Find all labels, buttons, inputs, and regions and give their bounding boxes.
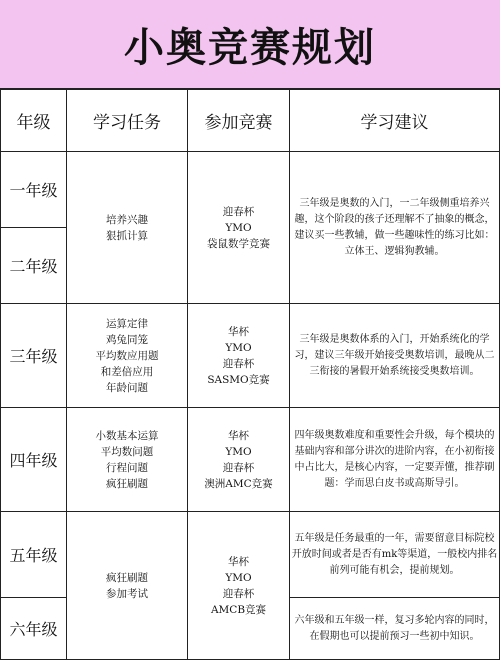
cell-line: 平均数问题 [100,445,154,458]
header-grade: 年级 [1,89,67,152]
cell-line: SASMO竞赛 [207,373,270,386]
grade-4: 四年级 [1,408,67,512]
cell-line: 华杯 [228,555,249,568]
header-competition: 参加竞赛 [188,89,290,152]
grade-6: 六年级 [1,598,67,660]
advice-cell-g12: 三年级是奥数的入门，一二年级侧重培养兴趣，这个阶段的孩子还理解不了抽象的概念，建议买一些教辅，做一些趣味性的练习比如：立体王、逻辑狗教辅。 [290,152,500,304]
task-cell-g56 [67,512,188,660]
table-row [1,304,500,408]
grade-1: 一年级 [1,152,67,228]
cell-line: 迎春杯 [222,587,255,600]
cell-line: 华杯 [228,325,249,338]
cell-line: 平均数应用题 [95,349,159,362]
table-row [1,408,500,512]
header-advice: 学习建议 [290,89,500,152]
cell-line: YMO [225,221,252,234]
plan-table [0,88,500,660]
cell-line: 和差倍应用 [100,365,154,378]
cell-line: 鸡兔同笼 [106,333,148,346]
header-row [1,89,500,152]
cell-line: 运算定律 [106,317,148,330]
cell-line: 华杯 [228,429,249,442]
cell-line: 袋鼠数学竞赛 [207,237,270,250]
task-cell-g3 [67,304,188,408]
table-row [1,152,500,228]
header-task: 学习任务 [67,89,188,152]
cell-line: 年龄问题 [106,381,148,394]
cell-line: 参加考试 [106,587,148,600]
cell-line: AMCB竞赛 [210,603,267,616]
cell-line: 疯狂刷题 [106,477,148,490]
cell-line: YMO [225,341,252,354]
cell-line: YMO [225,571,252,584]
table-row [1,512,500,598]
cell-line: 行程问题 [106,461,148,474]
cell-line: 迎春杯 [222,357,255,370]
cell-line: 疯狂刷题 [106,571,148,584]
grade-3: 三年级 [1,304,67,408]
competition-cell-g56 [188,512,290,660]
advice-cell-g3: 三年级是奥数体系的入门，开始系统化的学习，建议三年级开始接受奥数培训，最晚从二三衔接的暑假开始系统接受奥数培训。 [290,304,500,408]
cell-line: 迎春杯 [222,205,255,218]
cell-line: 狠抓计算 [106,229,148,242]
grade-5: 五年级 [1,512,67,598]
competition-cell-g3 [188,304,290,408]
competition-cell-g4 [188,408,290,512]
advice-cell-g6: 六年级和五年级一样，复习多轮内容的同时，在假期也可以提前预习一些初中知识。 [290,598,500,660]
cell-line: 小数基本运算 [95,429,159,442]
task-cell-g12 [67,152,188,304]
grade-2: 二年级 [1,228,67,304]
title-banner [0,0,500,90]
cell-line: 澳洲AMC竞赛 [204,477,273,490]
competition-cell-g12 [188,152,290,304]
task-cell-g4 [67,408,188,512]
advice-cell-g5: 五年级是任务最重的一年，需要留意目标院校开放时间或者是否有mk等渠道，一般校内排名前列可能有机会，提前规划。 [290,512,500,598]
advice-cell-g4: 四年级奥数难度和重要性会升级，每个模块的基础内容和部分讲次的进阶内容，在小初衔接中占比大，是核心内容，一定要弄懂，推荐刷题：学而思白皮书或高斯导引。 [290,408,500,512]
cell-line: YMO [225,445,252,458]
cell-line: 迎春杯 [222,461,255,474]
page-title: 小奥竞赛规划 [124,24,376,71]
cell-line: 培养兴趣 [106,213,148,226]
